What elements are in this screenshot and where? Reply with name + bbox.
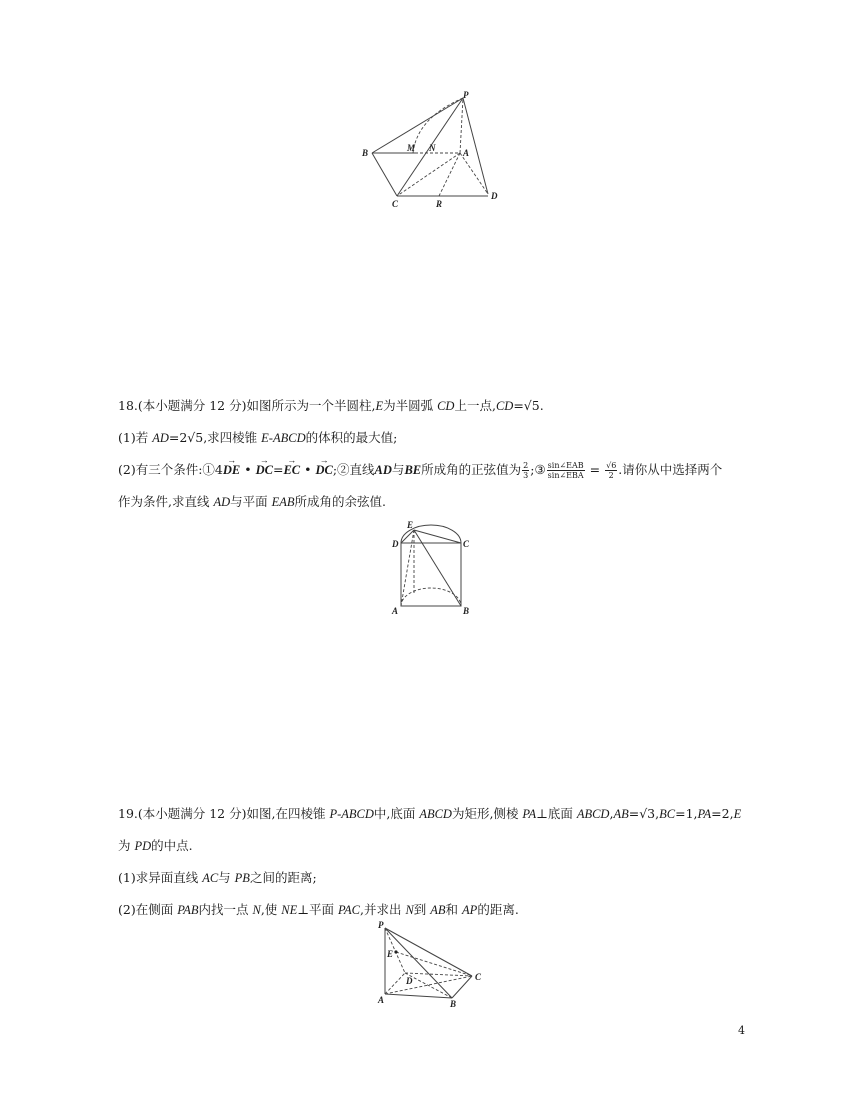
problem-19-line-1 — [118, 798, 748, 830]
vector-de: → DE — [223, 455, 240, 486]
text: 所成角的正弦值为 — [421, 462, 522, 477]
text: 为半圆弧 — [383, 398, 438, 413]
base-abcd: ABCD — [576, 807, 610, 821]
label-c: C — [392, 199, 399, 209]
text: ;②直线 — [332, 462, 375, 477]
label-a: A — [392, 606, 399, 616]
label-b: B — [450, 999, 457, 1009]
point-e-dot — [394, 950, 397, 953]
page-number: 4 — [738, 1024, 745, 1037]
figure-pyramid-pmnabcdr-svg — [355, 90, 505, 210]
problem-18-part-1 — [118, 422, 748, 454]
problem-18-line-1 — [118, 390, 748, 422]
edge-pa: PA — [522, 807, 537, 821]
fraction-sin-ratio — [547, 461, 585, 480]
label-c: C — [463, 539, 470, 549]
figure-half-cylinder — [388, 518, 478, 618]
label-n: N — [429, 143, 436, 153]
arc-cd: CD — [437, 399, 455, 413]
fraction-two-thirds — [522, 461, 529, 480]
label-d: D — [406, 976, 413, 986]
text: 为矩形,侧棱 — [451, 806, 523, 821]
label-r: R — [436, 199, 443, 209]
figure-pyramid-pabcd — [372, 918, 492, 1013]
line-ac: AC — [202, 871, 219, 885]
text: 与 — [218, 870, 235, 885]
text: 上一点, — [454, 398, 496, 413]
text: 中,底面 — [373, 806, 420, 821]
segment-ad: AD — [152, 431, 169, 445]
text: (2)在侧面 — [118, 902, 178, 917]
figure-half-cylinder-svg — [388, 518, 478, 618]
vector-dc: → DC — [315, 455, 332, 486]
vector-dc: → DC — [256, 455, 273, 486]
problem-19-part-1 — [118, 862, 748, 894]
text: 和 — [445, 902, 463, 917]
problem-19-header: 19.(本小题满分 12 分)如图,在四棱锥 — [118, 806, 330, 821]
problem-18 — [118, 390, 748, 518]
text: 所成角的余弦值. — [294, 494, 387, 509]
equals: = — [272, 462, 284, 477]
equals: = — [585, 462, 605, 477]
problem-19-line-2 — [118, 830, 748, 862]
text: =2, — [711, 806, 734, 821]
numerator: √6 — [606, 461, 617, 470]
text: ;③ — [530, 462, 546, 477]
text: 的距离. — [477, 902, 519, 917]
text: 与 — [391, 462, 405, 477]
text: 内找一点 — [198, 902, 253, 917]
denominator: 3 — [523, 471, 529, 480]
point-n: N — [405, 903, 414, 917]
line-ad: AD — [374, 463, 392, 477]
segment-ab: AB — [430, 903, 446, 917]
label-p: P — [463, 90, 469, 100]
denominator: sin∠EBA — [547, 471, 584, 480]
text: ,使 — [260, 902, 282, 917]
plane-eab: EAB — [271, 495, 295, 509]
problem-18-part-2 — [118, 454, 748, 486]
text: .请你从中选择两个 — [618, 462, 723, 477]
text: 为 — [118, 838, 135, 853]
figure-pyramid-pmnabcdr — [355, 90, 505, 210]
segment-pd: PD — [134, 839, 152, 853]
denominator: 2 — [608, 471, 614, 480]
text: 的体积的最大值; — [305, 430, 398, 445]
dot: • — [240, 462, 256, 477]
problem-19 — [118, 798, 748, 926]
figure-pyramid-pabcd-svg — [372, 918, 492, 1013]
text: 之间的距离; — [249, 870, 317, 885]
plane-pac: PAC — [337, 903, 360, 917]
text: 的中点. — [151, 838, 193, 853]
text: (1)若 — [118, 430, 153, 445]
label-b: B — [463, 606, 470, 616]
point-e: E — [733, 807, 742, 821]
text: ⊥平面 — [297, 902, 338, 917]
text: 作为条件,求直线 — [118, 494, 214, 509]
pyramid-name: E-ABCD — [261, 431, 306, 445]
text: ⊥底面 — [536, 806, 577, 821]
label-d: D — [392, 539, 399, 549]
text: ,并求出 — [359, 902, 406, 917]
face-pab: PAB — [177, 903, 199, 917]
problem-18-header: 18.(本小题满分 12 分)如图所示为一个半圆柱, — [118, 398, 376, 413]
line-ad: AD — [213, 495, 231, 509]
segment-ap: AP — [462, 903, 478, 917]
segment-pa: PA — [697, 807, 712, 821]
numerator: sin∠EAB — [547, 461, 584, 470]
segment-ab: AB — [613, 807, 629, 821]
text: (1)求异面直线 — [118, 870, 203, 885]
point-n: N — [252, 903, 261, 917]
vector-ec: → EC — [283, 455, 300, 486]
base-abcd: ABCD — [419, 807, 452, 821]
text: 到 — [413, 902, 431, 917]
label-e: E — [387, 949, 394, 959]
label-c: C — [475, 972, 482, 982]
dot: • — [300, 462, 316, 477]
label-m: M — [407, 143, 416, 153]
pyramid-name: P-ABCD — [329, 807, 374, 821]
line-be: BE — [404, 463, 422, 477]
label-a: A — [378, 995, 385, 1005]
text: =√5. — [513, 398, 544, 413]
text: , — [609, 806, 614, 821]
label-d: D — [491, 191, 498, 201]
fraction-root6-over-2 — [605, 461, 617, 480]
text: =1, — [675, 806, 698, 821]
label-p: P — [378, 920, 384, 930]
label-a: A — [463, 148, 470, 158]
segment-bc: BC — [659, 807, 676, 821]
text: 与平面 — [230, 494, 272, 509]
text: (2)有三个条件:①4 — [118, 462, 223, 477]
segment-cd: CD — [495, 399, 514, 413]
numerator: 2 — [523, 461, 529, 470]
line-pb: PB — [234, 871, 250, 885]
label-b: B — [362, 148, 369, 158]
text: =2√5,求四棱锥 — [168, 430, 262, 445]
label-e: E — [407, 520, 414, 530]
point-e: E — [375, 399, 384, 413]
line-ne: NE — [281, 903, 298, 917]
problem-18-line-4 — [118, 486, 748, 518]
text: =√3, — [628, 806, 660, 821]
